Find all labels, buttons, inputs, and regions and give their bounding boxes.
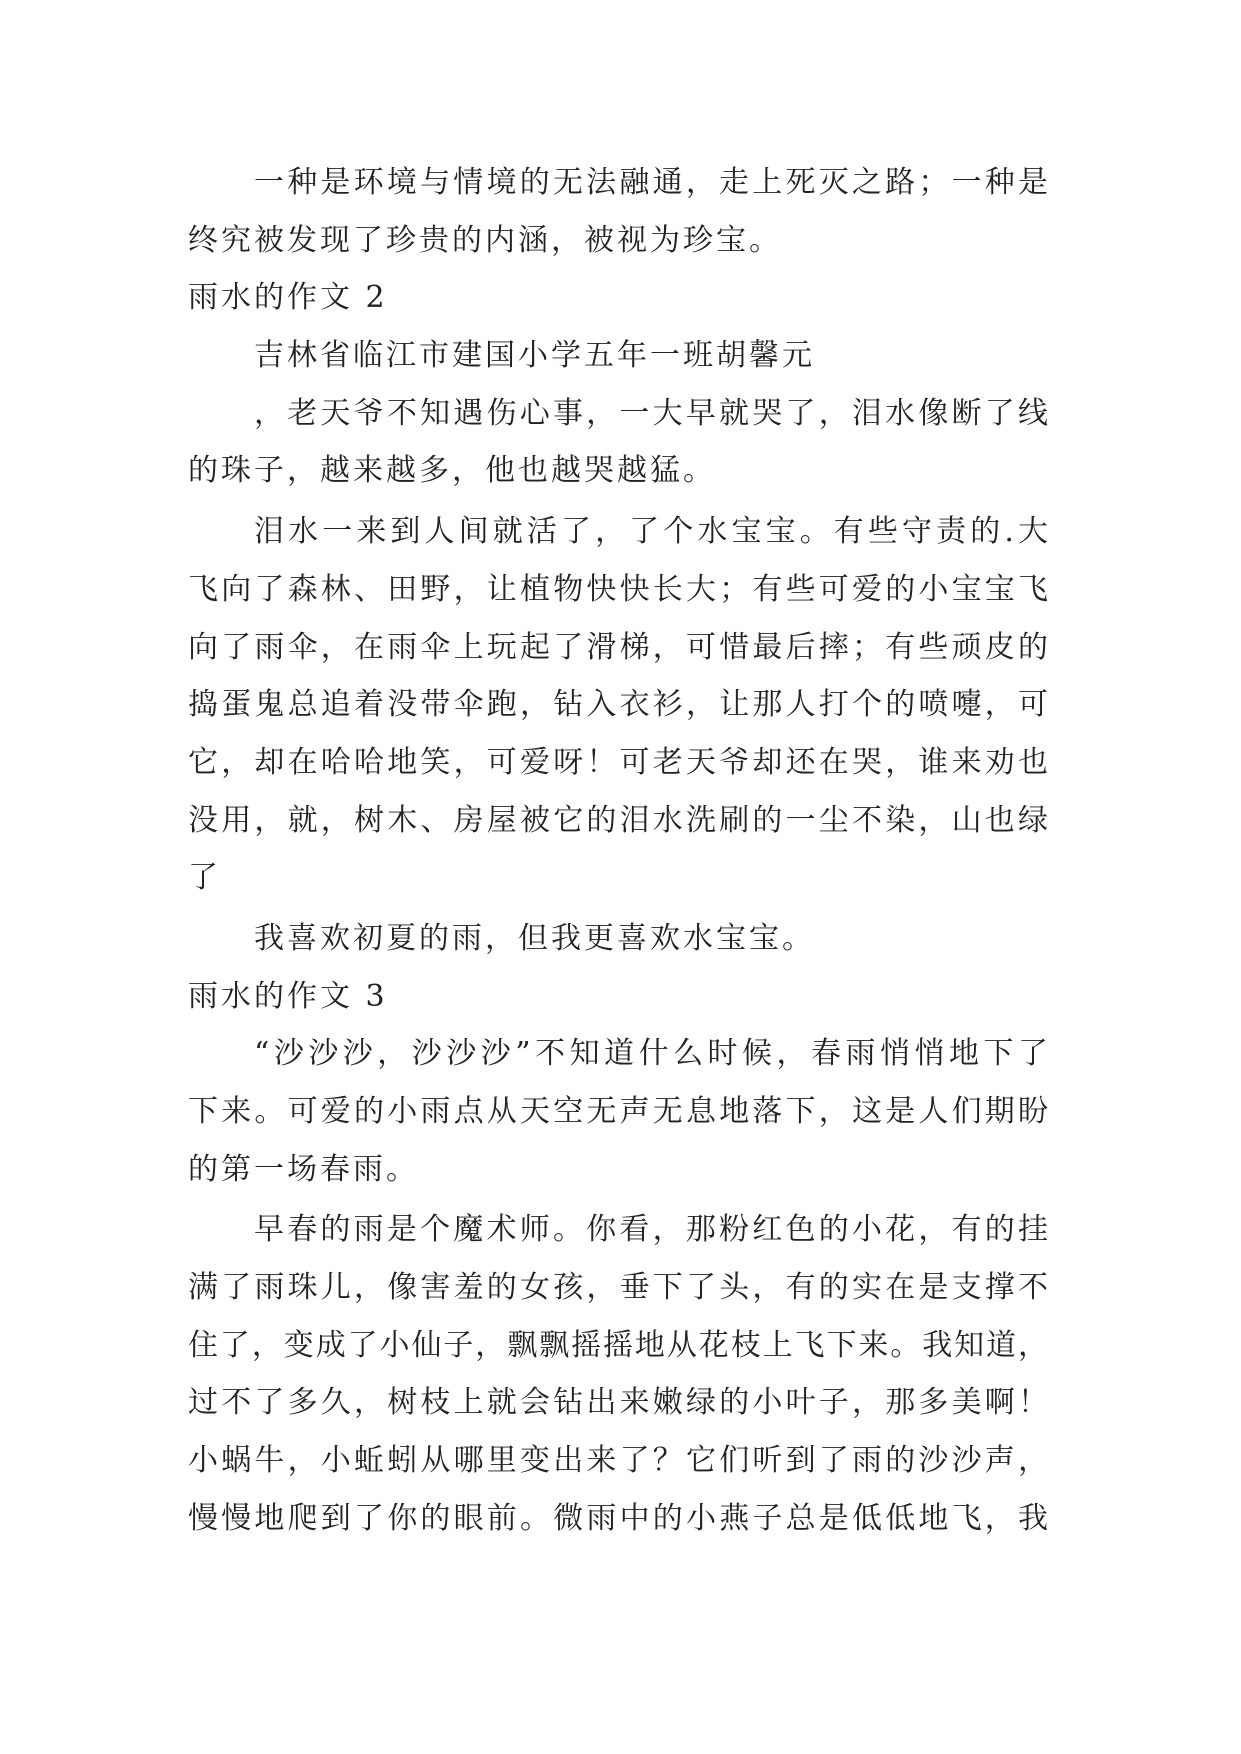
paragraph-line: 的珠子，越来越多，他也越哭越猛。 bbox=[188, 453, 716, 489]
paragraph bbox=[188, 503, 1048, 907]
essay-heading-text: 雨水的作文 2 bbox=[188, 280, 388, 316]
paragraph bbox=[188, 154, 1048, 269]
paragraph-line: 吉林省临江市建国小学五年一班胡馨元 bbox=[254, 338, 815, 374]
paragraph-line: 过不了多久，树枝上就会钻出来嫩绿的小叶子，那多美啊！ bbox=[188, 1385, 1048, 1421]
paragraph-line: 我喜欢初夏的雨，但我更喜欢水宝宝。 bbox=[254, 920, 815, 956]
paragraph bbox=[188, 1201, 1048, 1547]
paragraph-line: 慢慢地爬到了你的眼前。微雨中的小燕子总是低低地飞，我 bbox=[188, 1500, 1048, 1536]
paragraph bbox=[188, 385, 1048, 500]
paragraph-line: 向了雨伞，在雨伞上玩起了滑梯，可惜最后摔；有些顽皮的 bbox=[188, 629, 1048, 665]
paragraph-line: 早春的雨是个魔术师。你看，那粉红色的小花，有的挂 bbox=[254, 1212, 1048, 1248]
paragraph-line: 终究被发现了珍贵的内涵，被视为珍宝。 bbox=[188, 222, 782, 258]
author-line bbox=[188, 327, 1048, 385]
essay-heading-text: 雨水的作文 3 bbox=[188, 978, 388, 1014]
paragraph-line: 的第一场春雨。 bbox=[188, 1151, 419, 1187]
paragraph-line: 捣蛋鬼总追着没带伞跑，钻入衣衫，让那人打个的喷嚏，可 bbox=[188, 687, 1048, 723]
paragraph bbox=[188, 910, 1048, 968]
paragraph-line: ，老天爷不知遇伤心事，一大早就哭了，泪水像断了线 bbox=[254, 395, 1048, 431]
paragraph-line: 住了，变成了小仙子，飘飘摇摇地从花枝上飞下来。我知道， bbox=[188, 1327, 1048, 1363]
paragraph-line: “沙沙沙，沙沙沙”不知道什么时候，春雨悄悄地下了 bbox=[254, 1036, 1048, 1072]
paragraph-line: 它，却在哈哈地笑，可爱呀！可老天爷却还在哭，谁来劝也 bbox=[188, 744, 1048, 780]
paragraph-line: 没用，就，树木、房屋被它的泪水洗刷的一尘不染，山也绿 bbox=[188, 802, 1048, 838]
paragraph-line: 一种是环境与情境的无法融通，走上死灭之路；一种是 bbox=[254, 165, 1048, 200]
essay-heading bbox=[188, 269, 1048, 327]
document-body bbox=[188, 154, 1048, 1548]
paragraph-line: 泪水一来到人间就活了，了个水宝宝。有些守责的.大 bbox=[254, 514, 1048, 550]
paragraph-line: 了 bbox=[188, 860, 221, 896]
paragraph-line: 下来。可爱的小雨点从天空无声无息地落下，这是人们期盼 bbox=[188, 1094, 1048, 1129]
essay-heading bbox=[188, 968, 1048, 1026]
paragraph-line: 飞向了森林、田野，让植物快快长大；有些可爱的小宝宝飞 bbox=[188, 571, 1048, 607]
paragraph bbox=[188, 1025, 1048, 1198]
paragraph-line: 满了雨珠儿，像害羞的女孩，垂下了头，有的实在是支撑不 bbox=[188, 1270, 1048, 1306]
paragraph-line: 小蜗牛，小蚯蚓从哪里变出来了？它们听到了雨的沙沙声， bbox=[188, 1443, 1048, 1479]
